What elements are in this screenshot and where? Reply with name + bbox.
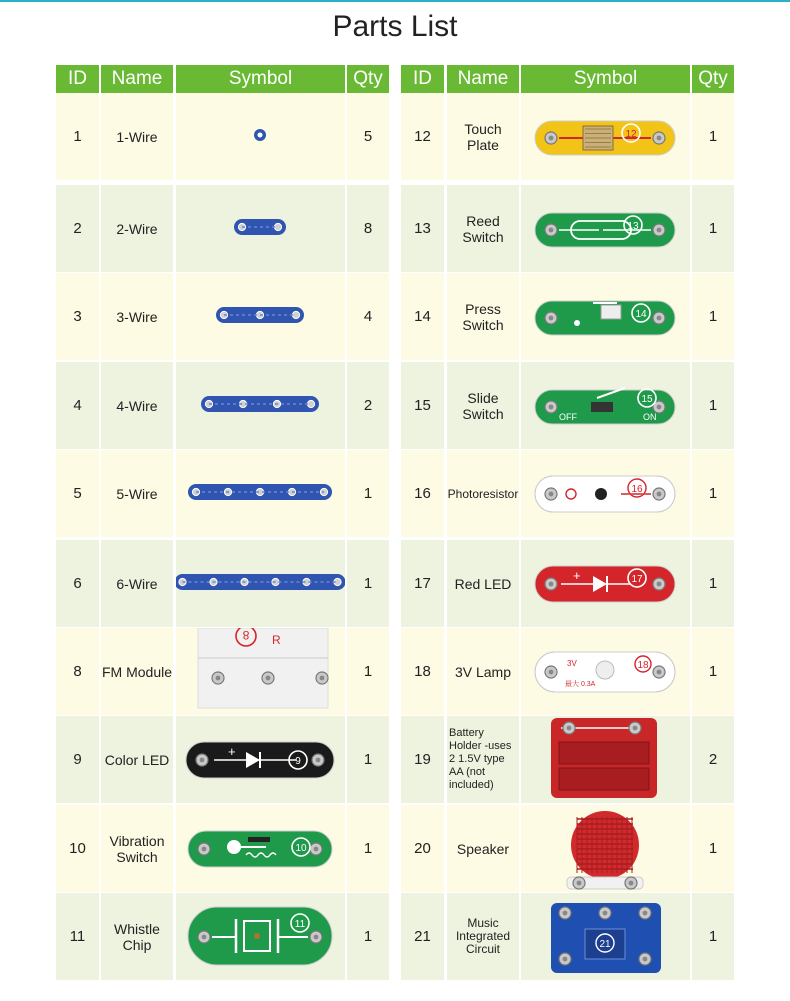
part-qty: 1 [692, 93, 734, 180]
part-symbol [521, 540, 690, 627]
part-name: Slide Switch [447, 362, 519, 449]
part-id: 4 [56, 362, 99, 449]
part-id: 18 [401, 628, 444, 715]
part-id: 9 [56, 716, 99, 803]
svg-text:17: 17 [631, 574, 643, 585]
part-qty: 1 [692, 893, 734, 980]
svg-text:9: 9 [295, 756, 301, 767]
part-id: 8 [56, 628, 99, 715]
part-id: 14 [401, 273, 444, 360]
part-qty: 1 [347, 628, 389, 715]
part-qty: 1 [692, 450, 734, 537]
part-symbol [176, 628, 345, 715]
svg-text:21: 21 [599, 939, 611, 950]
part-qty: 1 [347, 716, 389, 803]
svg-text:12: 12 [625, 129, 637, 140]
part-symbol [176, 185, 345, 272]
part-id: 21 [401, 893, 444, 980]
svg-text:OFF: OFF [559, 412, 577, 422]
left-header-id: ID [56, 65, 99, 93]
part-name: Vibration Switch [101, 805, 173, 892]
part-qty: 1 [347, 540, 389, 627]
right-header-id: ID [401, 65, 444, 93]
part-name: Color LED [101, 716, 173, 803]
part-name: 6-Wire [101, 540, 173, 627]
part-symbol [521, 362, 690, 449]
part-id: 12 [401, 93, 444, 180]
part-id: 15 [401, 362, 444, 449]
wire-2-icon [176, 185, 345, 272]
part-id: 3 [56, 273, 99, 360]
part-name: 5-Wire [101, 450, 173, 537]
part-qty: 1 [692, 185, 734, 272]
part-symbol [521, 450, 690, 537]
part-qty: 1 [692, 805, 734, 892]
part-id: 10 [56, 805, 99, 892]
top-divider [0, 0, 790, 2]
color-led-icon [176, 716, 345, 803]
part-qty: 2 [692, 716, 734, 803]
part-name: 3-Wire [101, 273, 173, 360]
svg-text:R: R [272, 633, 281, 647]
svg-text:11: 11 [294, 919, 306, 930]
part-name: Red LED [447, 540, 519, 627]
part-symbol [521, 185, 690, 272]
part-symbol [521, 93, 690, 180]
part-id: 11 [56, 893, 99, 980]
wire-5-icon [176, 450, 345, 537]
svg-text:13: 13 [627, 221, 639, 232]
part-symbol [176, 273, 345, 360]
part-name: Press Switch [447, 273, 519, 360]
part-name: FM Module [101, 628, 173, 715]
part-id: 17 [401, 540, 444, 627]
slide-switch-icon [521, 362, 690, 449]
part-symbol [176, 362, 345, 449]
red-led-icon [521, 540, 690, 627]
fm-module-icon [176, 628, 345, 715]
part-name: 1-Wire [101, 93, 173, 180]
whistle-chip-icon [176, 893, 345, 980]
part-name: Music Integrated Circuit [447, 893, 519, 980]
part-symbol [176, 540, 345, 627]
part-id: 1 [56, 93, 99, 180]
part-name: Speaker [447, 805, 519, 892]
part-qty: 1 [692, 628, 734, 715]
part-name: Battery Holder -uses 2 1.5V type AA (not included) [447, 716, 519, 803]
svg-text:最大 0.3A: 最大 0.3A [565, 681, 596, 688]
part-symbol [521, 805, 690, 892]
part-name: Reed Switch [447, 185, 519, 272]
part-qty: 1 [347, 893, 389, 980]
svg-text:18: 18 [637, 660, 649, 671]
part-id: 19 [401, 716, 444, 803]
reed-switch-icon [521, 185, 690, 272]
part-qty: 1 [692, 362, 734, 449]
part-qty: 5 [347, 93, 389, 180]
part-name: Photoresistor [447, 450, 519, 537]
svg-text:ON: ON [643, 412, 657, 422]
wire-3-icon [176, 273, 345, 360]
right-header-symbol: Symbol [521, 65, 690, 93]
part-symbol [521, 628, 690, 715]
svg-text:8: 8 [242, 628, 250, 642]
touch-plate-icon [521, 93, 690, 180]
music-ic-icon [521, 893, 690, 980]
page-title: Parts List [332, 10, 458, 43]
svg-text:+: + [228, 744, 236, 759]
part-symbol [176, 93, 345, 180]
part-qty: 1 [347, 805, 389, 892]
photoresistor-icon [521, 450, 690, 537]
part-symbol [521, 893, 690, 980]
left-header-qty: Qty [347, 65, 389, 93]
part-symbol [176, 805, 345, 892]
part-id: 16 [401, 450, 444, 537]
part-id: 13 [401, 185, 444, 272]
part-name: Whistle Chip [101, 893, 173, 980]
svg-text:15: 15 [641, 394, 653, 405]
right-header-name: Name [447, 65, 519, 93]
part-qty: 8 [347, 185, 389, 272]
part-name: Touch Plate [447, 93, 519, 180]
part-symbol [176, 716, 345, 803]
part-name: 4-Wire [101, 362, 173, 449]
wire-6-icon [176, 540, 345, 627]
svg-text:10: 10 [295, 843, 307, 854]
part-id: 6 [56, 540, 99, 627]
part-qty: 1 [692, 540, 734, 627]
wire-1-icon [176, 93, 345, 180]
part-symbol [521, 273, 690, 360]
svg-text:3V: 3V [567, 659, 577, 668]
part-symbol [176, 893, 345, 980]
left-header-name: Name [101, 65, 173, 93]
speaker-icon [521, 805, 690, 892]
part-symbol [521, 716, 690, 803]
part-id: 2 [56, 185, 99, 272]
battery-holder-icon [521, 716, 690, 803]
part-id: 5 [56, 450, 99, 537]
part-name: 2-Wire [101, 185, 173, 272]
svg-text:16: 16 [631, 484, 643, 495]
wire-4-icon [176, 362, 345, 449]
press-switch-icon [521, 273, 690, 360]
part-symbol [176, 450, 345, 537]
part-id: 20 [401, 805, 444, 892]
left-header-symbol: Symbol [176, 65, 345, 93]
vibration-switch-icon [176, 805, 345, 892]
svg-text:+: + [573, 568, 581, 583]
part-name: 3V Lamp [447, 628, 519, 715]
part-qty: 4 [347, 273, 389, 360]
part-qty: 2 [347, 362, 389, 449]
lamp-icon [521, 628, 690, 715]
right-header-qty: Qty [692, 65, 734, 93]
svg-text:14: 14 [635, 309, 647, 320]
part-qty: 1 [692, 273, 734, 360]
part-qty: 1 [347, 450, 389, 537]
